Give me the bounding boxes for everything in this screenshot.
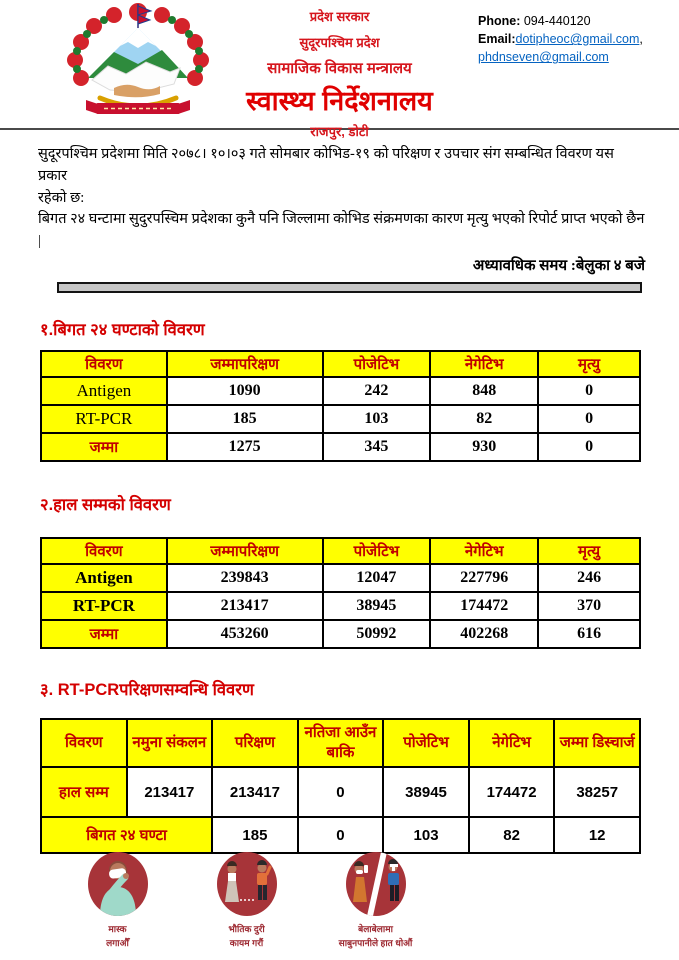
cell-value: 0 <box>538 405 640 433</box>
letterhead <box>0 0 679 139</box>
cell-value: 213417 <box>212 767 298 817</box>
column-header: मृत्यु <box>538 351 640 377</box>
cell-value: 82 <box>430 405 538 433</box>
divider-bar <box>57 282 642 293</box>
column-header: विवरण <box>41 719 127 767</box>
email-link-2[interactable]: phdnseven@gmail.com <box>478 50 609 65</box>
column-header: नतिजा आउँन बाकि <box>298 719 384 767</box>
directorate-title: स्वास्थ्य निर्देशनालय <box>246 86 433 116</box>
row-label: Antigen <box>41 564 167 592</box>
intro-paragraphs <box>0 130 679 277</box>
table-row <box>41 592 640 620</box>
phone-number: 094-440120 <box>523 14 591 28</box>
phone-label: Phone: <box>478 14 521 28</box>
cell-value: 848 <box>430 377 538 405</box>
last-24-hours-table <box>40 350 641 462</box>
column-header: पोजेटिभ <box>323 351 431 377</box>
cell-value: 1275 <box>167 433 323 461</box>
intro-paragraph-2: बिगत २४ घन्टामा सुदुरपस्चिम प्रदेशका कुनै पनि जिल्लामा कोभिड संक्रमणका कारण मृत्यु भएको रिपोर्ट प्राप्त भएको छैन | <box>38 211 645 249</box>
table-row <box>41 620 640 648</box>
wear-mask-label: मास्क लगाऔँ <box>106 924 129 949</box>
cell-value: 370 <box>538 592 640 620</box>
government-line: प्रदेश सरकार <box>309 9 370 24</box>
wear-mask-icon <box>88 852 148 916</box>
cell-value: 174472 <box>469 767 555 817</box>
column-header: विवरण <box>41 538 167 564</box>
physical-distance-label: भौतिक दुरी कायम गरौं <box>228 924 265 949</box>
updated-time: अध्यावधिक समय :बेलुका ४ बजे <box>472 257 645 274</box>
cell-value: 0 <box>538 433 640 461</box>
section-1-title: १.बिगत २४ घण्टाको विवरण <box>40 321 205 340</box>
cell-value: 453260 <box>167 620 323 648</box>
cell-value: 0 <box>298 817 384 853</box>
cell-value: 246 <box>538 564 640 592</box>
column-header: जम्मापरिक्षण <box>167 351 323 377</box>
column-header: नेगेटिभ <box>469 719 555 767</box>
table-row <box>41 564 640 592</box>
column-header: जम्मा डिस्चार्ज <box>554 719 640 767</box>
section-3-title: ३. RT-PCRपरिक्षणसम्वन्धि विवरण <box>40 681 254 700</box>
table-row <box>41 377 640 405</box>
cell-value: 82 <box>469 817 555 853</box>
cell-value: 213417 <box>167 592 323 620</box>
column-header: जम्मापरिक्षण <box>167 538 323 564</box>
row-label: जम्मा <box>41 620 167 648</box>
rtpcr-detail-table <box>40 718 641 854</box>
cell-value: 50992 <box>323 620 431 648</box>
location-line: राजपुर, डोटी <box>310 124 369 139</box>
table-row <box>41 405 640 433</box>
cell-value: 12047 <box>323 564 431 592</box>
cell-value: 1090 <box>167 377 323 405</box>
cell-value: 185 <box>167 405 323 433</box>
row-label: जम्मा <box>41 433 167 461</box>
cell-value: 242 <box>323 377 431 405</box>
table-header-row <box>41 351 640 377</box>
email-link-1[interactable]: dotipheoc@gmail.com <box>515 32 640 47</box>
cell-value: 38257 <box>554 767 640 817</box>
column-header: परिक्षण <box>212 719 298 767</box>
cell-value: 174472 <box>430 592 538 620</box>
row-label: RT-PCR <box>41 592 167 620</box>
cell-value: 213417 <box>127 767 213 817</box>
email-separator: , <box>639 32 643 47</box>
cell-value: 185 <box>212 817 298 853</box>
physical-distance-item <box>189 852 304 951</box>
table-header-row <box>41 719 640 767</box>
cumulative-table <box>40 537 641 649</box>
section-2-title: २.हाल सम्मको विवरण <box>40 496 171 515</box>
wash-hands-label: बेलाबेलामा साबुनपानीले हात धोऔं <box>338 924 413 949</box>
row-label: बिगत २४ घण्टा <box>41 817 212 853</box>
table-header-row <box>41 538 640 564</box>
cell-value: 38945 <box>323 592 431 620</box>
column-header: मृत्यु <box>538 538 640 564</box>
row-label: RT-PCR <box>41 405 167 433</box>
cell-value: 103 <box>383 817 469 853</box>
cell-value: 12 <box>554 817 640 853</box>
table-row <box>41 433 640 461</box>
cell-value: 345 <box>323 433 431 461</box>
cell-value: 0 <box>538 377 640 405</box>
cell-value: 930 <box>430 433 538 461</box>
contact-block <box>478 12 674 66</box>
table-row <box>41 817 640 853</box>
column-header: विवरण <box>41 351 167 377</box>
physical-distance-icon <box>217 852 277 916</box>
cell-value: 0 <box>298 767 384 817</box>
wash-hands-icon <box>346 852 406 916</box>
table-row <box>41 767 640 817</box>
row-label: हाल सम्म <box>41 767 127 817</box>
intro-paragraph-1: सुदूरपश्चिम प्रदेशमा मिति २०७८। १०।०३ गते सोमबार कोभिड-१९ को परिक्षण र उपचार संग सम्बन्धित विवरण यस प्रकार रहेको छ: <box>38 146 614 206</box>
cell-value: 616 <box>538 620 640 648</box>
column-header: नमुना संकलन <box>127 719 213 767</box>
cell-value: 227796 <box>430 564 538 592</box>
column-header: नेगेटिभ <box>430 351 538 377</box>
ministry-line: सामाजिक विकास मन्त्रालय <box>267 60 412 77</box>
cell-value: 38945 <box>383 767 469 817</box>
cell-value: 103 <box>323 405 431 433</box>
wear-mask-item <box>60 852 175 951</box>
column-header: नेगेटिभ <box>430 538 538 564</box>
covid-safety-icons <box>0 852 679 951</box>
row-label: Antigen <box>41 377 167 405</box>
province-line: सुदूरपश्चिम प्रदेश <box>299 35 380 50</box>
column-header: पोजेटिभ <box>383 719 469 767</box>
cell-value: 402268 <box>430 620 538 648</box>
wash-hands-item <box>318 852 433 951</box>
cell-value: 239843 <box>167 564 323 592</box>
email-label: Email: <box>478 32 516 47</box>
column-header: पोजेटिभ <box>323 538 431 564</box>
